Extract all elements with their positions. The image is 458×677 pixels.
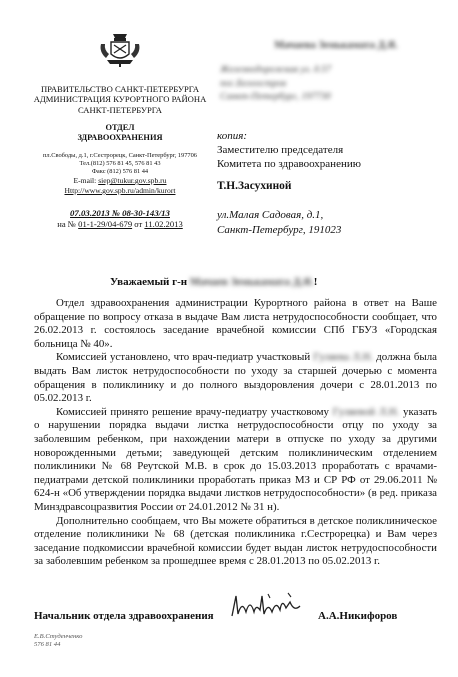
copy-line-1: Заместителю председателя (217, 144, 344, 156)
org-line-2: АДМИНИСТРАЦИЯ КУРОРТНОГО РАЙОНА (33, 94, 207, 105)
letter-body (34, 297, 437, 569)
recipient-address-line-3: Санкт-Петербург, 197730 (220, 91, 331, 103)
org-fax: Факс (812) 576 81 44 (91, 168, 149, 175)
p3-after: указать о нарушении порядка выдачи листка нетрудоспособности отцу по уходу за заболевшим ребенком, при нахождении матери в отпуске по уходу за другими новорожденными детьми; заведующей детским поликлиническим отделением поликлиники № 68 Реутской М.В. в срок до 15.03.2013 проработать с врачами-педиатрами детской поликлиники проработать приказ МЗ и СР РФ от 29.06.2011 № 624-н «Об утверждении порядка выдачи листков нетрудоспособности» (в ред. приказа Минздравсоцразвития России от 24.01.2012 № 31 н). (34, 405, 437, 513)
ref-number: 01-1-29/04-679 (78, 219, 133, 229)
copy-line-2: Комитета по здравоохранению (217, 158, 361, 170)
email-link[interactable]: siep@tukur.gov.spb.ru (98, 176, 167, 185)
org-line-1: ПРАВИТЕЛЬСТВО САНКТ-ПЕТЕРБУРГА (40, 84, 200, 94)
body-paragraph-4 (34, 515, 437, 569)
reference-number-line (12, 219, 228, 229)
copy-address-line-1: ул.Малая Садовая, д.1, (217, 209, 324, 221)
copy-label: копия: (217, 130, 248, 142)
recipient-address-line-2: пос.Белоостров (220, 77, 287, 89)
salutation-name: Мачаев Земькамата Д.Я. (189, 276, 314, 288)
ref-prefix: на № (57, 219, 77, 229)
body-paragraph-2 (34, 351, 437, 405)
dept-header (12, 123, 228, 143)
copy-name: Т.Н.Засухиной (217, 180, 292, 192)
site-link[interactable]: Http://www.gov.spb.ru/admin/kurort (64, 186, 176, 195)
recipient-name: Мачаева Земькамата Д.Я. (274, 40, 398, 51)
dept-line-1: ОТДЕЛ (105, 123, 135, 132)
recipient-address-line-1: Железнодорожная ул. д.57 (220, 64, 332, 75)
email-label: E-mail: (73, 176, 97, 185)
recipient-address (220, 63, 420, 104)
salutation-suffix: ! (313, 276, 318, 288)
p2-before: Комиссией установлено, что врач-педиатр участковый (56, 351, 311, 364)
org-email-line (12, 176, 228, 185)
org-line-3: САНКТ-ПЕТЕРБУРГА (77, 104, 163, 115)
ref-date-prefix: от (134, 219, 143, 229)
p3-before: Комиссией принято решение врачу-педиатру участковому (56, 405, 330, 418)
salutation (110, 276, 317, 288)
copy-address (217, 208, 341, 238)
org-site-line (12, 186, 228, 195)
outgoing-number: 07.03.2013 № 08-30-143/13 (70, 208, 170, 218)
handwritten-signature (228, 590, 308, 624)
body-paragraph-1 (34, 297, 437, 351)
copy-address-line-2: Санкт-Петербург, 191023 (217, 224, 342, 236)
copy-position (217, 143, 361, 171)
org-phone: Тел.(812) 576 81 45, 576 81 43 (79, 160, 161, 167)
signature-name: А.А.Никифоров (318, 610, 398, 622)
dept-line-2: ЗДРАВООХРАНЕНИЯ (77, 133, 163, 143)
p1-text: Отдел здравоохранения администрации Курортного района в ответ на Ваше обращение по вопросу отказа в выдаче Вам листа нетрудоспособности сообщает, что 26.02.2013 г. состоялось заседание врачебной комиссии СПб ГБУЗ «Городская больница № 40». (34, 297, 437, 350)
executor-name: Е.В.Студенченко (34, 633, 83, 640)
salutation-prefix: Уважаемый г-н (110, 276, 188, 288)
p4-text: Дополнительно сообщаем, что Вы можете обратиться в детское поликлиническое отделение поликлиники № 68 (детская поликлиника г.Сестрорецка) и Вам через заседание подкомиссии врачебной комиссии будет выдан листок нетрудоспособности за заболевшим ребенком за прошедшее время с 28.01.2013 по 05.02.2013 г. (34, 514, 437, 568)
p2-redacted-name: Гуляева Л.Н. (313, 351, 374, 364)
p2-after: должна была выдать Вам листок нетрудоспособности по уходу за старшей дочерью с момента обращения в поликлинику и до полного выздоровления дочери с 28.01.2013 по 05.02.2013 г. (34, 351, 437, 405)
org-header (12, 84, 228, 115)
p3-redacted-name: Гуляевой Л.Н. (332, 405, 400, 418)
signature-title: Начальник отдела здравоохранения (34, 610, 214, 622)
org-contacts (2, 152, 238, 176)
ref-date: 11.02.2013 (144, 219, 183, 229)
executor-phone: 576 81 44 (34, 641, 61, 649)
body-paragraph-3 (34, 406, 437, 515)
coat-of-arms-icon (97, 32, 143, 68)
executor-info (34, 633, 82, 650)
org-address: пл.Свободы, д.1, г.Сестрорецк, Санкт-Петербург, 197706 (43, 152, 197, 159)
